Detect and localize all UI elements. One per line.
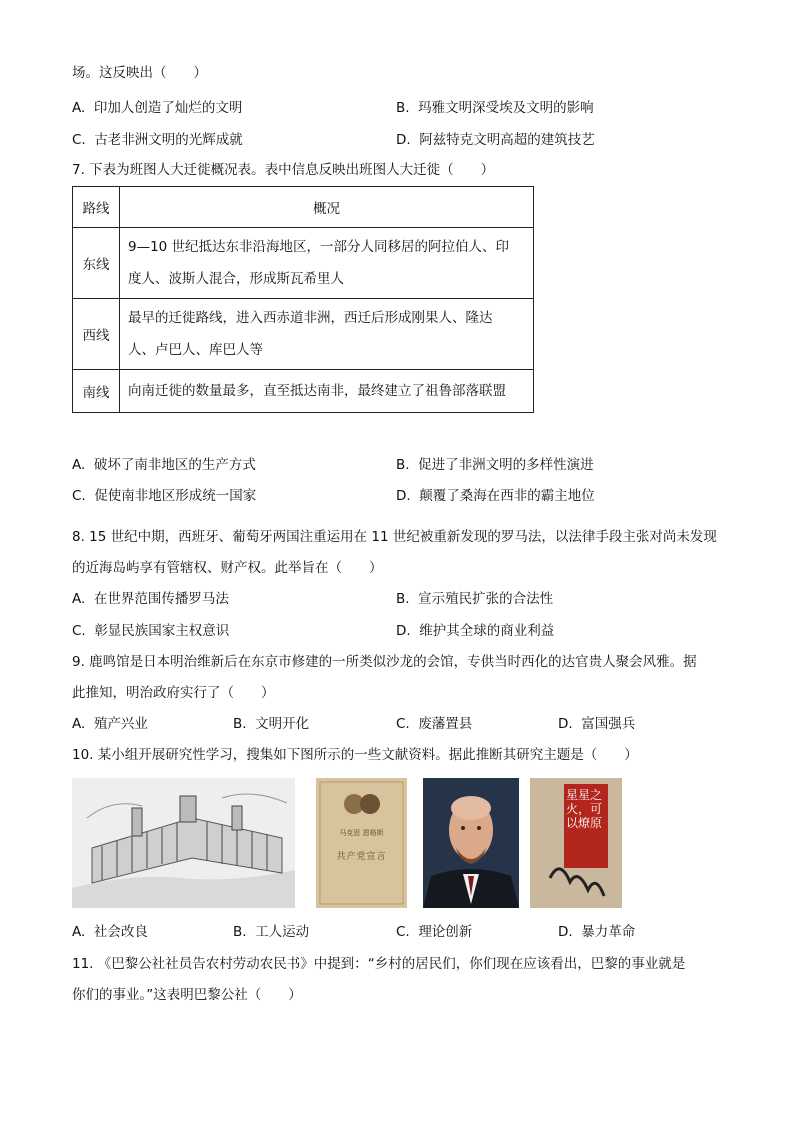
q8-option-b: B. 宣示殖民扩张的合法性	[396, 591, 554, 607]
table-header-overview: 概况	[120, 187, 534, 228]
route-cell: 东线	[73, 228, 120, 299]
q8-stem-line2: 的近海岛屿享有管辖权、财产权。此举旨在（ ）	[72, 560, 383, 576]
q10-option-d: D. 暴力革命	[558, 924, 636, 940]
q9-stem-line1: 9. 鹿鸣馆是日本明治维新后在东京市修建的一所类似沙龙的会馆，专供当时西化的达官贵人聚会风雅。据	[72, 654, 697, 670]
q6-option-c: C. 古老非洲文明的光辉成就	[72, 132, 243, 148]
table-header-row	[73, 187, 534, 228]
q10-option-a: A. 社会改良	[72, 924, 148, 940]
q7-option-d: D. 颠覆了桑海在西非的霸主地位	[396, 488, 595, 504]
q6-stem-end: 场。这反映出（ ）	[72, 65, 207, 81]
route-cell: 西线	[73, 299, 120, 370]
building-sketch-image	[72, 778, 295, 908]
q7-option-c: C. 促使南非地区形成统一国家	[72, 488, 257, 504]
poster-image	[530, 778, 622, 908]
table-row	[73, 370, 534, 413]
q6-option-a: A. 印加人创造了灿烂的文明	[72, 100, 243, 116]
manifesto-book-image	[316, 778, 407, 908]
portrait-photo-image	[423, 778, 519, 908]
overview-cell: 向南迁徙的数量最多，直至抵达南非，最终建立了祖鲁部落联盟	[120, 370, 534, 413]
q9-option-b: B. 文明开化	[233, 716, 310, 732]
overview-cell: 9—10 世纪抵达东非沿海地区，一部分人同移居的阿拉伯人、印 度人、波斯人混合，形成斯瓦希里人	[120, 228, 534, 299]
q6-option-d: D. 阿兹特克文明高超的建筑技艺	[396, 132, 595, 148]
table-row	[73, 299, 534, 370]
q10-option-c: C. 理论创新	[396, 924, 473, 940]
q6-option-b: B. 玛雅文明深受埃及文明的影响	[396, 100, 594, 116]
poster-title: 星星之火，可以燎原	[566, 788, 603, 830]
q9-option-c: C. 废藩置县	[396, 716, 473, 732]
route-cell: 南线	[73, 370, 120, 413]
q8-option-d: D. 维护其全球的商业利益	[396, 623, 555, 639]
q11-stem-line2: 你们的事业。”这表明巴黎公社（ ）	[72, 987, 302, 1003]
q7-option-b: B. 促进了非洲文明的多样性演进	[396, 457, 594, 473]
q10-stem: 10. 某小组开展研究性学习，搜集如下图所示的一些文献资料。据此推断其研究主题是（ ）	[72, 747, 638, 763]
q7-stem: 7. 下表为班图人大迁徙概况表。表中信息反映出班图人大迁徙（ ）	[72, 162, 495, 178]
q9-stem-line2: 此推知，明治政府实行了（ ）	[72, 685, 275, 701]
q7-option-a: A. 破坏了南非地区的生产方式	[72, 457, 256, 473]
table-row	[73, 228, 534, 299]
book-title: 共产党宣言	[336, 852, 387, 862]
table-header-route: 路线	[73, 187, 120, 228]
q9-option-d: D. 富国强兵	[558, 716, 636, 732]
q11-stem-line1: 11. 《巴黎公社社员告农村劳动农民书》中提到：“乡村的居民们，你们现在应该看出，巴黎的事业就是	[72, 956, 686, 972]
q8-stem-line1: 8. 15 世纪中期，西班牙、葡萄牙两国注重运用在 11 世纪被重新发现的罗马法，以法律手段主张对尚未发现	[72, 529, 717, 545]
book-authors: 马克思 恩格斯	[339, 829, 384, 837]
q9-option-a: A. 殖产兴业	[72, 716, 148, 732]
q8-option-c: C. 彰显民族国家主权意识	[72, 623, 230, 639]
q10-option-b: B. 工人运动	[233, 924, 310, 940]
q8-option-a: A. 在世界范围传播罗马法	[72, 591, 229, 607]
bantu-migration-table	[72, 186, 534, 413]
overview-cell: 最早的迁徙路线，进入西赤道非洲，西迁后形成刚果人、隆达 人、卢巴人、库巴人等	[120, 299, 534, 370]
